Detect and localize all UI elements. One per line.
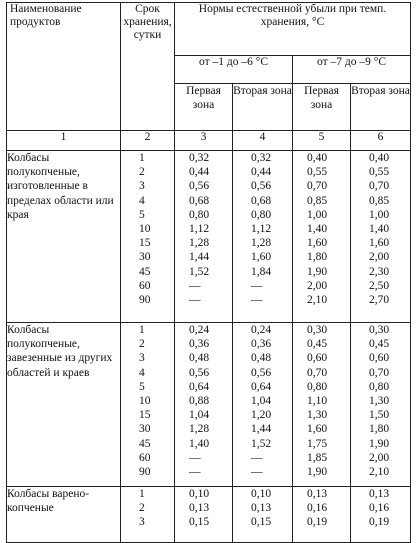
- table-value: 15: [139, 409, 151, 422]
- column-number: 5: [293, 131, 351, 151]
- storage-header: Срок хранения, сутки: [121, 3, 175, 131]
- norms-header: Нормы естественной убыли при темп. хранения, °С: [175, 3, 411, 56]
- table-value: 60: [139, 279, 151, 292]
- table-value: 1,04: [189, 409, 210, 422]
- table-value: 1,28: [251, 237, 272, 250]
- product-name-cell: Колбасы полукопченые, изготовленные в пределах области или края: [7, 151, 121, 323]
- table-value: 0,56: [189, 366, 210, 379]
- header-row: [7, 3, 411, 56]
- table-row: [7, 151, 411, 323]
- table-value: —: [251, 465, 263, 478]
- table-value: 0,32: [189, 152, 210, 164]
- table-value: 0,10: [251, 488, 272, 500]
- table-value: 0,70: [369, 366, 390, 379]
- table-value: —: [251, 293, 263, 306]
- table-value: 0,70: [369, 180, 390, 193]
- product-name-cell: Колбасы варено-копченые: [7, 487, 121, 543]
- table-value: 0,48: [189, 352, 210, 365]
- table-value: 1,60: [307, 423, 328, 436]
- table-value: 60: [139, 451, 151, 464]
- table-value: 1,75: [307, 437, 328, 450]
- table-value: 0,13: [307, 488, 328, 500]
- table-value: 2: [139, 166, 145, 179]
- table-value: 1,10: [307, 394, 328, 407]
- table-value: 0,64: [251, 380, 272, 393]
- table-value: 0,80: [251, 208, 272, 221]
- zone-1-header: Первая зона: [293, 84, 351, 131]
- table-value: —: [189, 465, 201, 478]
- table-body: [7, 151, 411, 543]
- table-value: 1,60: [307, 237, 328, 250]
- column-number: 3: [175, 131, 233, 151]
- table-value: 0,13: [369, 488, 390, 500]
- table-value: 5: [139, 380, 145, 393]
- table-value: 0,80: [189, 208, 210, 221]
- table-value: 0,85: [307, 194, 328, 207]
- table-value: 1,04: [251, 394, 272, 407]
- table-row: [7, 487, 411, 543]
- table-value: 0,19: [307, 516, 328, 529]
- table-value: 1,52: [189, 265, 210, 278]
- table-value: 0,80: [369, 380, 390, 393]
- table-value: 0,60: [369, 352, 390, 365]
- table-value: 1,60: [251, 251, 272, 264]
- norm-range1-zone2-cell: [233, 151, 293, 323]
- table-value: 0,40: [307, 152, 328, 164]
- table-value: 0,13: [251, 502, 272, 515]
- table-value: 1,44: [251, 423, 272, 436]
- table-value: 0,48: [251, 352, 272, 365]
- table-value: 1,00: [307, 208, 328, 221]
- table-value: 45: [139, 437, 151, 450]
- norm-range2-zone2-cell: [351, 151, 411, 323]
- zone-2-header: Вторая зона: [351, 84, 411, 131]
- table-value: 0,88: [189, 394, 210, 407]
- norm-range2-zone2-cell: [351, 487, 411, 543]
- table-value: 90: [139, 293, 151, 306]
- table-value: 45: [139, 265, 151, 278]
- table-value: 1,40: [307, 222, 328, 235]
- table-value: 0,24: [189, 324, 210, 336]
- table-value: 1,44: [189, 251, 210, 264]
- table-value: 1,40: [189, 437, 210, 450]
- table-value: 1,90: [369, 437, 390, 450]
- range-2-header: от –7 до –9 °С: [293, 56, 411, 84]
- table-value: 0,44: [251, 166, 272, 179]
- product-name-cell: Колбасы полукопченые, завезенные из других областей и краев: [7, 323, 121, 487]
- table-value: 0,85: [369, 194, 390, 207]
- table-value: 30: [139, 423, 151, 436]
- table-value: 1,50: [369, 409, 390, 422]
- norm-range1-zone2-cell: [233, 487, 293, 543]
- table-value: 0,13: [189, 502, 210, 515]
- storage-days-cell: [121, 151, 175, 323]
- zone-2-header: Вторая зона: [233, 84, 293, 131]
- table-value: 1,52: [251, 437, 272, 450]
- loss-norms-table: [6, 2, 411, 543]
- table-value: 3: [139, 352, 145, 365]
- table-value: 30: [139, 251, 151, 264]
- product-header: Наименование продуктов: [7, 3, 121, 131]
- table-value: 1,30: [369, 394, 390, 407]
- norm-range2-zone1-cell: [293, 151, 351, 323]
- table-value: 1,12: [189, 222, 210, 235]
- table-value: —: [189, 279, 201, 292]
- table-value: 0,80: [307, 380, 328, 393]
- table-value: 5: [139, 208, 145, 221]
- table-value: 2: [139, 502, 145, 515]
- table-value: 0,36: [189, 338, 210, 351]
- table-value: 1,00: [369, 208, 390, 221]
- table-value: 0,30: [307, 324, 328, 336]
- table-value: 0,56: [251, 366, 272, 379]
- column-number: 2: [121, 131, 175, 151]
- table-value: 0,68: [251, 194, 272, 207]
- table-value: 1,80: [307, 251, 328, 264]
- table-value: 0,10: [189, 488, 210, 500]
- table-value: 0,60: [307, 352, 328, 365]
- zone-1-header: Первая зона: [175, 84, 233, 131]
- table-value: 0,44: [189, 166, 210, 179]
- column-number: 6: [351, 131, 411, 151]
- table-value: 90: [139, 465, 151, 478]
- table-value: 0,36: [251, 338, 272, 351]
- table-value: 1,80: [369, 423, 390, 436]
- table-value: 2,10: [369, 465, 390, 478]
- table-value: 0,32: [251, 152, 272, 164]
- table-value: 0,68: [189, 194, 210, 207]
- column-number: 4: [233, 131, 293, 151]
- table-value: 2,00: [369, 251, 390, 264]
- table-value: 0,56: [189, 180, 210, 193]
- norm-range2-zone1-cell: [293, 487, 351, 543]
- table-value: 0,56: [251, 180, 272, 193]
- table-value: 0,15: [251, 516, 272, 529]
- table-value: 1,85: [307, 451, 328, 464]
- table-value: 2,50: [369, 279, 390, 292]
- norm-range2-zone1-cell: [293, 323, 351, 487]
- table-value: 1,40: [369, 222, 390, 235]
- table-row: [7, 323, 411, 487]
- table-value: 0,15: [189, 516, 210, 529]
- column-number: 1: [7, 131, 121, 151]
- storage-days-cell: [121, 323, 175, 487]
- table-value: 1: [139, 488, 145, 500]
- table-value: 0,55: [369, 166, 390, 179]
- table-value: 1,60: [369, 237, 390, 250]
- table-value: —: [189, 293, 201, 306]
- table-value: —: [251, 279, 263, 292]
- table-value: 2,00: [369, 451, 390, 464]
- table-value: 0,45: [369, 338, 390, 351]
- norm-range1-zone2-cell: [233, 323, 293, 487]
- table-value: 1,84: [251, 265, 272, 278]
- table-value: 2: [139, 338, 145, 351]
- table-value: 0,24: [251, 324, 272, 336]
- table-value: 1,90: [307, 265, 328, 278]
- norm-range2-zone2-cell: [351, 323, 411, 487]
- table-value: 1,12: [251, 222, 272, 235]
- table-value: 1,30: [307, 409, 328, 422]
- table-value: 1: [139, 152, 145, 164]
- table-value: 15: [139, 237, 151, 250]
- norm-range1-zone1-cell: [175, 487, 233, 543]
- table-value: 0,16: [369, 502, 390, 515]
- table-value: 2,30: [369, 265, 390, 278]
- table-value: —: [189, 451, 201, 464]
- table-value: 0,40: [369, 152, 390, 164]
- table-value: 0,16: [307, 502, 328, 515]
- table-value: 1: [139, 324, 145, 336]
- document-page: [6, 2, 410, 529]
- table-value: 0,64: [189, 380, 210, 393]
- table-value: 1,90: [307, 465, 328, 478]
- table-value: 0,70: [307, 366, 328, 379]
- table-value: 1,20: [251, 409, 272, 422]
- table-value: 4: [139, 194, 145, 207]
- table-value: 1,28: [189, 237, 210, 250]
- table-value: 10: [139, 222, 151, 235]
- column-number-row: [7, 131, 411, 151]
- table-value: 0,45: [307, 338, 328, 351]
- table-value: 0,55: [307, 166, 328, 179]
- table-value: 3: [139, 516, 145, 529]
- table-value: 0,70: [307, 180, 328, 193]
- norm-range1-zone1-cell: [175, 323, 233, 487]
- table-value: 10: [139, 394, 151, 407]
- table-value: 1,28: [189, 423, 210, 436]
- table-value: 3: [139, 180, 145, 193]
- norm-range1-zone1-cell: [175, 151, 233, 323]
- table-value: —: [251, 451, 263, 464]
- table-value: 2,00: [307, 279, 328, 292]
- table-value: 2,10: [307, 293, 328, 306]
- storage-days-cell: [121, 487, 175, 543]
- table-value: 2,70: [369, 293, 390, 306]
- table-value: 0,30: [369, 324, 390, 336]
- range-1-header: от –1 до –6 °С: [175, 56, 293, 84]
- table-value: 0,19: [369, 516, 390, 529]
- table-value: 4: [139, 366, 145, 379]
